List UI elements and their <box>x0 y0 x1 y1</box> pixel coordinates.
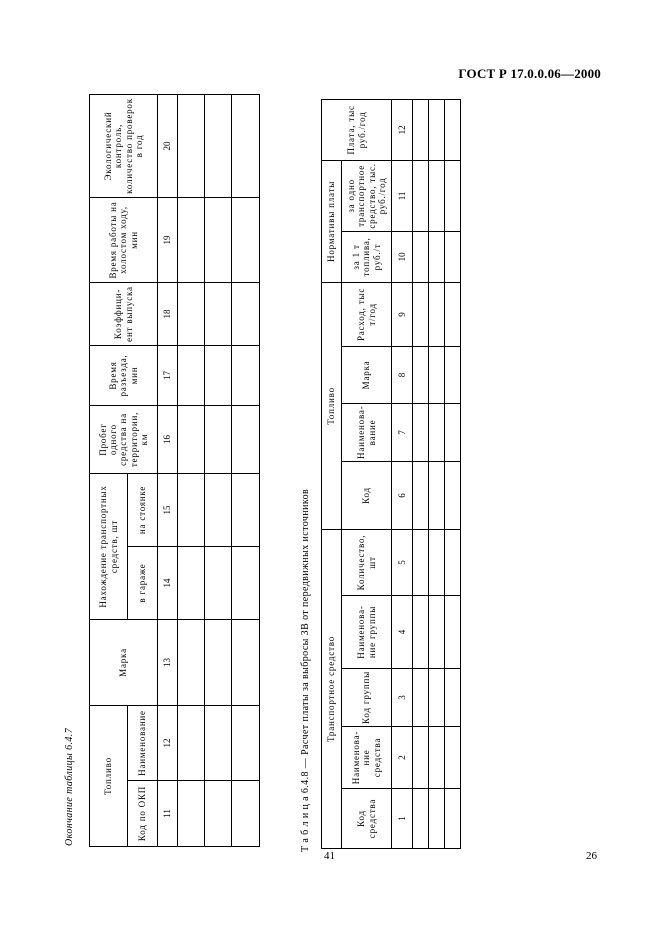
fuel-code-header: Код <box>342 461 392 529</box>
fuel-name-header: Наименова-вание <box>342 403 392 461</box>
col-number: 15 <box>158 473 178 546</box>
coef-header: Коэффици-ент выпуска <box>90 282 158 345</box>
group-code-header: Код группы <box>342 669 392 727</box>
column-number-row <box>392 99 413 848</box>
col-number: 3 <box>392 669 413 727</box>
vehicle-name-header: Наименова-ние средства <box>342 727 392 789</box>
col-number: 1 <box>392 789 413 849</box>
per-ton-header: за 1 т топлива, руб./т <box>342 231 392 282</box>
col-number: 16 <box>158 405 178 473</box>
col-number: 10 <box>392 231 413 282</box>
upper-table <box>89 94 260 847</box>
col-number: 19 <box>158 197 178 282</box>
lower-table-caption <box>300 489 311 852</box>
parking-header: на стоянке <box>128 473 158 546</box>
table-word: Т а б л и ц а <box>300 796 311 852</box>
group-name-header: Наименова-ние группы <box>342 596 392 669</box>
col-number: 7 <box>392 403 413 461</box>
col-number: 12 <box>158 705 178 780</box>
vehicle-location-header: Нахождение транспортных средств, шт <box>90 473 128 619</box>
garage-header: в гараже <box>128 546 158 619</box>
fuel-group-header: Топливо <box>322 282 342 529</box>
lower-table <box>321 99 461 849</box>
warmup-header: Время разъезда, мин <box>90 345 158 405</box>
col-number: 2 <box>392 727 413 789</box>
col-number: 11 <box>392 160 413 231</box>
table-row <box>445 99 461 848</box>
eco-control-header: Экологический контроль, количество проверок в год <box>90 94 158 197</box>
quantity-header: Количество, шт <box>342 529 392 595</box>
mileage-header: Пробег одного средства на территории, км <box>90 405 158 473</box>
fuel-name-header: Наименование <box>128 705 158 780</box>
table-row <box>205 94 232 846</box>
per-vehicle-header: за одно транспортное средство, тыс. руб./год <box>342 160 392 231</box>
upper-table-caption: Окончание таблицы 6.4.7 <box>64 727 75 846</box>
col-number: 5 <box>392 529 413 595</box>
col-number: 20 <box>158 94 178 197</box>
table-row <box>429 99 445 848</box>
fee-header: Плата, тыс руб./год <box>322 99 392 160</box>
table-title: 6.4.8 — Расчет платы за выбросы ЗВ от передвижных источников <box>300 488 311 794</box>
document-header: ГОСТ Р 17.0.0.06—2000 <box>458 66 601 81</box>
table-row <box>178 94 205 846</box>
col-number: 14 <box>158 546 178 619</box>
norms-group-header: Нормативы платы <box>322 160 342 282</box>
column-number-row <box>158 94 178 846</box>
upper-table-block <box>89 95 259 847</box>
col-number: 6 <box>392 461 413 529</box>
page-number-left: 41 <box>324 850 335 862</box>
col-number: 11 <box>158 781 178 847</box>
table-row <box>232 94 260 846</box>
brand-header: Марка <box>90 619 158 705</box>
fuel-group-header: Топливо <box>90 705 128 846</box>
consumption-header: Расход, тыс т/год <box>342 282 392 346</box>
lower-table-block <box>321 100 460 849</box>
col-number: 13 <box>158 619 178 705</box>
idle-time-header: Время работы на холостом ходу, мин <box>90 197 158 282</box>
okp-code-header: Код по ОКП <box>128 781 158 847</box>
col-number: 12 <box>392 99 413 160</box>
vehicle-code-header: Код средства <box>342 789 392 849</box>
table-row <box>413 99 429 848</box>
vehicle-group-header: Транспортное средство <box>322 529 342 848</box>
col-number: 8 <box>392 346 413 403</box>
col-number: 18 <box>158 282 178 345</box>
page-number-right: 26 <box>586 850 597 862</box>
col-number: 17 <box>158 345 178 405</box>
col-number: 9 <box>392 282 413 346</box>
col-number: 4 <box>392 596 413 669</box>
fuel-brand-header: Марка <box>342 346 392 403</box>
